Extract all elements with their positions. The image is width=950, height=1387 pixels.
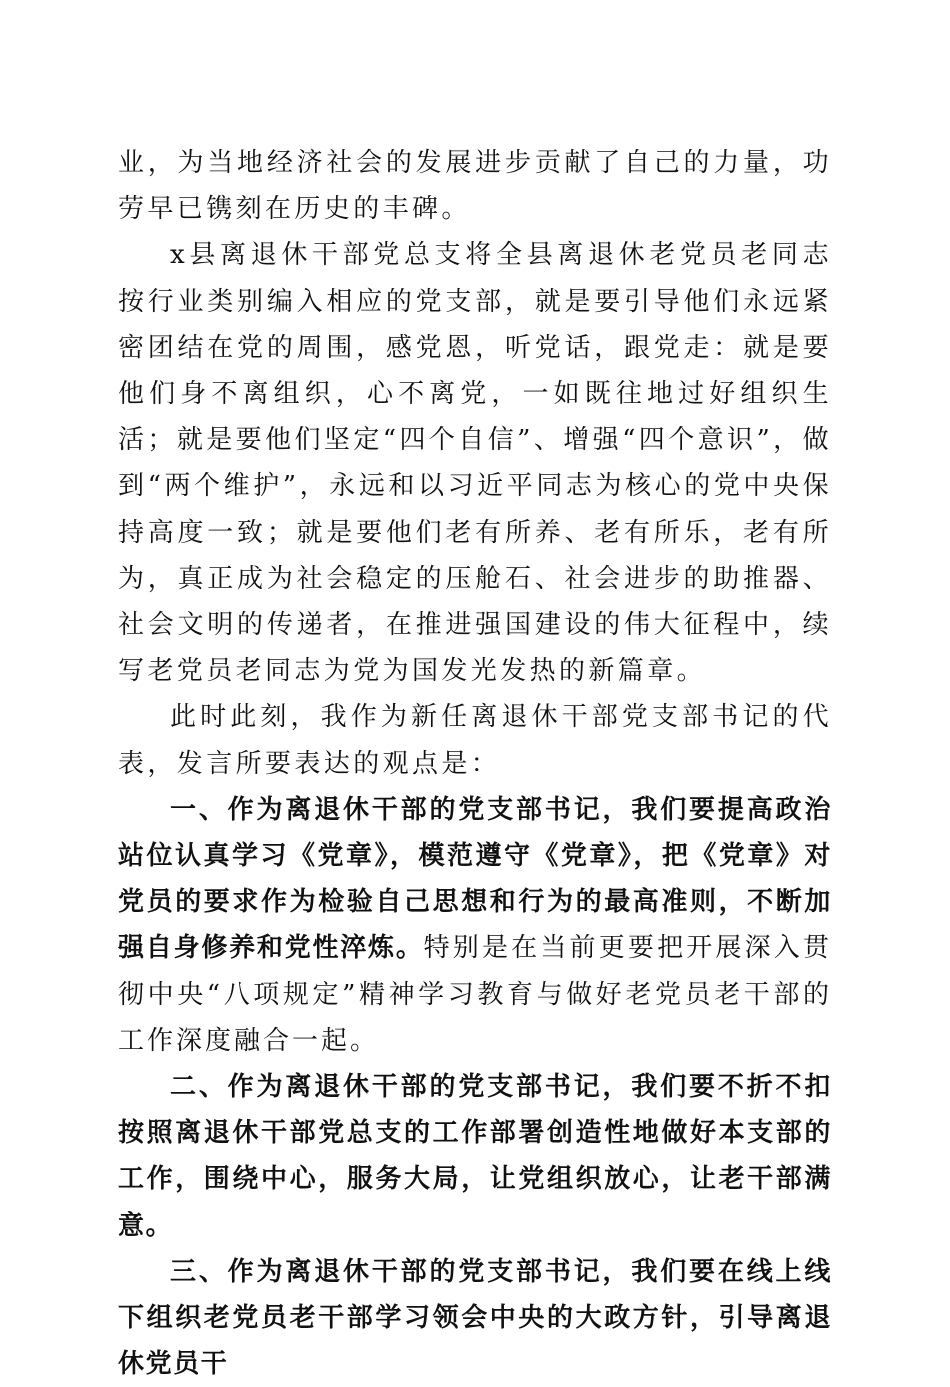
document-body bbox=[118, 140, 832, 1387]
paragraph-point-one bbox=[118, 787, 832, 1064]
paragraph-point-two: 二、作为离退休干部的党支部书记，我们要不折不扣按照离退休干部党总支的工作部署创造性地做好本支部的工作，围绕中心，服务大局，让党组织放心，让老干部满意。 bbox=[118, 1072, 832, 1241]
point-one-normal-text: 特别是在当前更要把开展深入贯彻中央“八项规定”精神学习教育与做好老党员老干部的工作深度融合一起。 bbox=[118, 933, 832, 1056]
paragraph-point-three: 三、作为离退休干部的党支部书记，我们要在线上线下组织老党员老干部学习领会中央的大政方针，引导离退休党员干 bbox=[118, 1256, 832, 1380]
paragraph-continuation: 业，为当地经济社会的发展进步贡献了自己的力量，功劳早已镌刻在历史的丰碑。 bbox=[118, 148, 832, 225]
paragraph-speech-intro: 此时此刻，我作为新任离退休干部党支部书记的代表，发言所要表达的观点是： bbox=[118, 702, 832, 779]
paragraph-party-branch-organization: x县离退休干部党总支将全县离退休老党员老同志按行业类别编入相应的党支部，就是要引导他们永远紧密团结在党的周围，感党恩，听党话，跟党走：就是要他们身不离组织，心不离党，一如既往地过好组织生活；就是要他们坚定“四个自信”、增强“四个意识”，做到“两个维护”，永远和以习近平同志为核心的党中央保持高度一致；就是要他们老有所养、老有所乐，老有所为，真正成为社会稳定的压舱石、社会进步的助推器、社会文明的传递者，在推进强国建设的伟大征程中，续写老党员老同志为党为国发光发热的新篇章。 bbox=[118, 240, 832, 687]
point-one-bold-text: 一、作为离退休干部的党支部书记，我们要提高政治站位认真学习《党章》，模范遵守《党章》，把《党章》对党员的要求作为检验自己思想和行为的最高准则，不断加强自身修养和党性淬炼。 bbox=[118, 794, 832, 964]
